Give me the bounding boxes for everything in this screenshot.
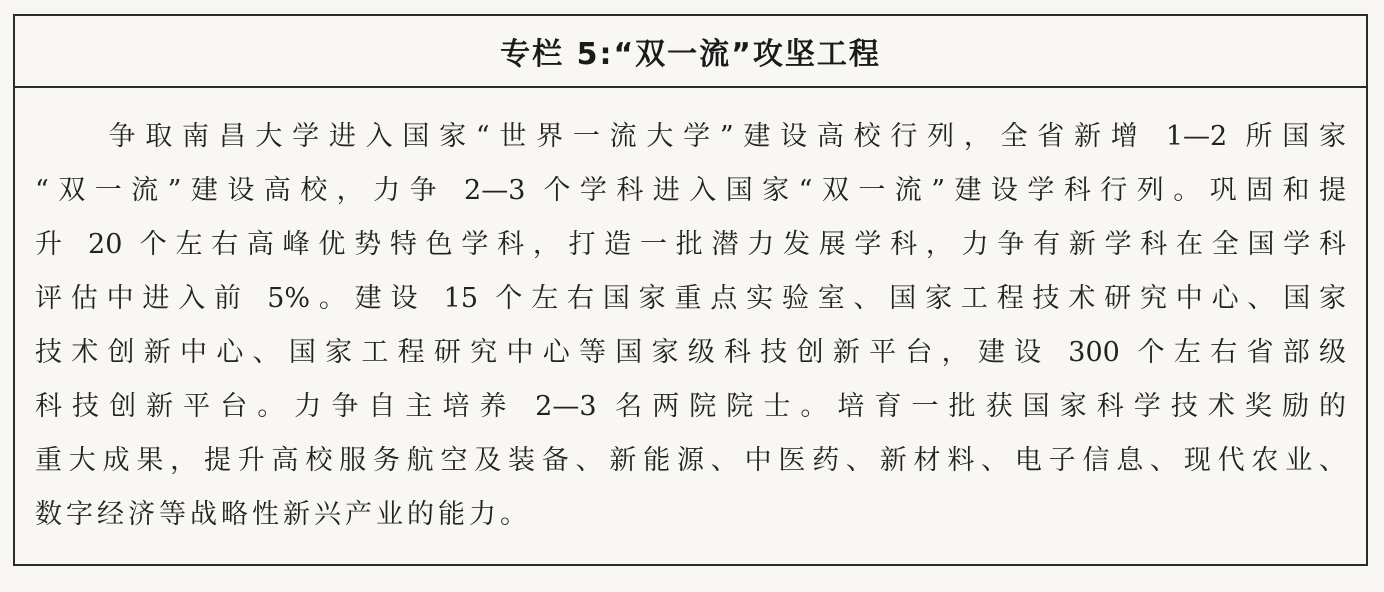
body-line: 技术创新中心、国家工程研究中心等国家级科技创新平台，建设 300 个左右省部级: [35, 337, 1346, 368]
body-line: 评估中进入前 5%。建设 15 个左右国家重点实验室、国家工程技术研究中心、国家: [35, 283, 1346, 314]
title-bar: [15, 16, 1366, 88]
column-box: [13, 14, 1368, 566]
body-line: “双一流”建设高校，力争 2—3 个学科进入国家“双一流”建设学科行列。巩固和提: [35, 175, 1346, 206]
body-line: 科技创新平台。力争自主培养 2—3 名两院院士。培育一批获国家科学技术奖励的: [35, 391, 1346, 422]
column-body: [15, 88, 1366, 546]
body-line: 重大成果，提升高校服务航空及装备、新能源、中医药、新材料、电子信息、现代农业、: [35, 445, 1346, 476]
body-line: 数字经济等战略性新兴产业的能力。: [35, 499, 531, 530]
body-line: 升 20 个左右高峰优势特色学科，打造一批潜力发展学科，力争有新学科在全国学科: [35, 229, 1346, 260]
column-title: 专栏 5:“双一流”攻坚工程: [500, 37, 881, 72]
body-line: 争取南昌大学进入国家“世界一流大学”建设高校行列，全省新增 1—2 所国家: [35, 121, 1346, 152]
